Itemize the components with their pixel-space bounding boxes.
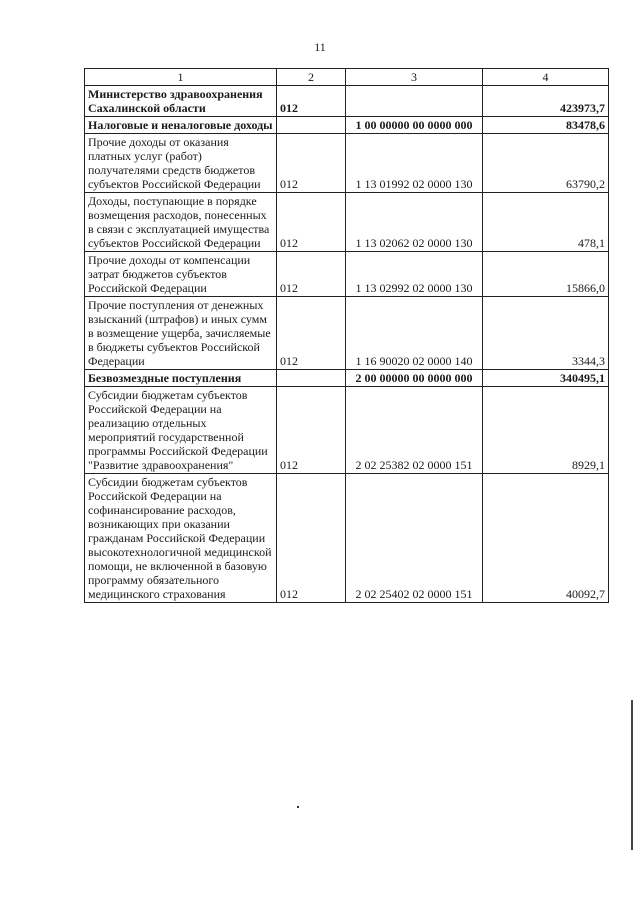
row-amount-cell: 3344,3 — [483, 297, 609, 370]
table-body — [85, 86, 609, 603]
header-col-2: 2 — [277, 69, 346, 86]
row-code-cell: 012 — [277, 297, 346, 370]
row-name-cell: Прочие поступления от денежных взысканий (штрафов) и иных сумм в возмещение ущерба, зачисляемые в бюджеты субъектов Российской Федерации — [85, 297, 277, 370]
table-row — [85, 297, 609, 370]
row-code-cell — [277, 370, 346, 387]
header-col-1: 1 — [85, 69, 277, 86]
header-col-4: 4 — [483, 69, 609, 86]
row-kbk-cell: 1 00 00000 00 0000 000 — [346, 117, 483, 134]
row-amount-cell: 63790,2 — [483, 134, 609, 193]
row-name-cell: Налоговые и неналоговые доходы — [85, 117, 277, 134]
row-name-cell: Министерство здравоохранения Сахалинской области — [85, 86, 277, 117]
row-name-cell: Безвозмездные поступления — [85, 370, 277, 387]
row-code-cell: 012 — [277, 387, 346, 474]
table-row — [85, 252, 609, 297]
row-amount-cell: 340495,1 — [483, 370, 609, 387]
row-name-cell: Прочие доходы от оказания платных услуг (работ) получателями средств бюджетов субъектов Российской Федерации — [85, 134, 277, 193]
row-name-cell: Субсидии бюджетам субъектов Российской Федерации на софинансирование расходов, возникающих при оказании гражданам Российской Федерации высокотехнологичной медицинской помощи, не включенной в базовую программу обязательного медицинского страхования — [85, 474, 277, 603]
row-kbk-cell: 2 02 25382 02 0000 151 — [346, 387, 483, 474]
row-amount-cell: 423973,7 — [483, 86, 609, 117]
table-row — [85, 134, 609, 193]
table-header-row — [85, 69, 609, 86]
row-name-cell: Доходы, поступающие в порядке возмещения расходов, понесенных в связи с эксплуатацией имущества субъектов Российской Федерации — [85, 193, 277, 252]
table-row — [85, 474, 609, 603]
scan-mark — [297, 806, 299, 808]
row-amount-cell: 8929,1 — [483, 387, 609, 474]
row-amount-cell: 83478,6 — [483, 117, 609, 134]
header-col-3: 3 — [346, 69, 483, 86]
row-kbk-cell — [346, 86, 483, 117]
scan-edge-line — [631, 700, 633, 850]
row-kbk-cell: 1 13 02992 02 0000 130 — [346, 252, 483, 297]
row-amount-cell: 15866,0 — [483, 252, 609, 297]
row-code-cell: 012 — [277, 134, 346, 193]
table-row — [85, 86, 609, 117]
row-code-cell: 012 — [277, 252, 346, 297]
row-kbk-cell: 1 16 90020 02 0000 140 — [346, 297, 483, 370]
table-row — [85, 117, 609, 134]
row-name-cell: Субсидии бюджетам субъектов Российской Федерации на реализацию отдельных мероприятий государственной программы Российской Федерации "Развитие здравоохранения" — [85, 387, 277, 474]
row-kbk-cell: 2 02 25402 02 0000 151 — [346, 474, 483, 603]
row-kbk-cell: 1 13 01992 02 0000 130 — [346, 134, 483, 193]
row-code-cell: 012 — [277, 193, 346, 252]
table-row — [85, 193, 609, 252]
row-amount-cell: 478,1 — [483, 193, 609, 252]
row-name-cell: Прочие доходы от компенсации затрат бюджетов субъектов Российской Федерации — [85, 252, 277, 297]
table-row — [85, 370, 609, 387]
budget-revenue-table — [84, 68, 609, 603]
row-code-cell: 012 — [277, 86, 346, 117]
row-code-cell — [277, 117, 346, 134]
page-number: 11 — [314, 40, 326, 54]
table-row — [85, 387, 609, 474]
row-amount-cell: 40092,7 — [483, 474, 609, 603]
row-kbk-cell: 2 00 00000 00 0000 000 — [346, 370, 483, 387]
row-kbk-cell: 1 13 02062 02 0000 130 — [346, 193, 483, 252]
row-code-cell: 012 — [277, 474, 346, 603]
